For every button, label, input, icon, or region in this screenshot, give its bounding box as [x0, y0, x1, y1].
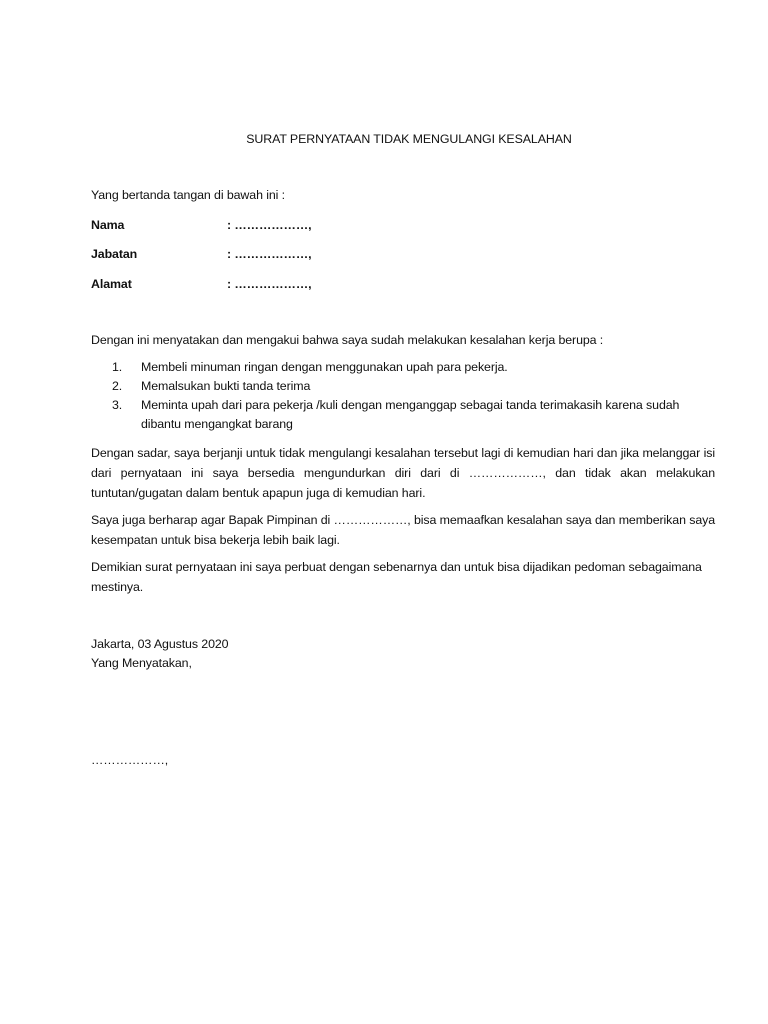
signature-placeholder: ………………, — [91, 753, 169, 767]
place-date: Jakarta, 03 Agustus 2020 — [91, 637, 229, 651]
list-item-text: Memalsukan bukti tanda terima — [141, 379, 311, 393]
field-row-alamat — [91, 275, 715, 294]
list-item — [91, 396, 715, 434]
list-item-number: 1. — [112, 360, 123, 374]
field-value-alamat: : ………………, — [227, 277, 312, 291]
letter-title: SURAT PERNYATAAN TIDAK MENGULANGI KESALAHAN — [246, 132, 572, 146]
statement-line: Dengan ini menyatakan dan mengakui bahwa saya sudah melakukan kesalahan kerja berupa : — [91, 333, 604, 347]
list-item — [91, 358, 715, 377]
closing-paragraph: Demikian surat pernyataan ini saya perbuat dengan sebenarnya dan untuk bisa dijadikan pedoman sebagaimana mestinya. — [91, 560, 702, 594]
hope-paragraph: Saya juga berharap agar Bapak Pimpinan di ………………, bisa memaafkan kesalahan saya dan memberikan saya kesempatan untuk bisa bekerja lebih baik lagi. — [91, 513, 715, 547]
intro-line: Yang bertanda tangan di bawah ini : — [91, 188, 285, 202]
field-label-jabatan: Jabatan — [91, 247, 138, 261]
signer-label: Yang Menyatakan, — [91, 656, 192, 670]
violations-list — [91, 358, 715, 434]
field-row-jabatan — [91, 245, 715, 264]
list-item-number: 2. — [112, 379, 123, 393]
field-value-nama: : ………………, — [227, 218, 312, 232]
list-item — [91, 377, 715, 396]
field-row-nama — [91, 216, 715, 235]
field-label-alamat: Alamat — [91, 277, 132, 291]
field-label-nama: Nama — [91, 218, 125, 232]
list-item-number: 3. — [112, 398, 123, 412]
promise-paragraph: Dengan sadar, saya berjanji untuk tidak mengulangi kesalahan tersebut lagi di kemudian hari dan jika melanggar isi dari pernyataan ini saya bersedia mengundurkan diri dari di ………………, dan tidak akan melakukan tuntutan/gugatan dalam bentuk apapun juga di kemudian hari. — [91, 446, 715, 500]
letter-body — [91, 130, 715, 770]
field-value-jabatan: : ………………, — [227, 247, 312, 261]
list-item-text: Meminta upah dari para pekerja /kuli dengan menganggap sebagai tanda terimakasih karena sudah dibantu mengangkat barang — [141, 398, 680, 431]
list-item-text: Membeli minuman ringan dengan menggunakan upah para pekerja. — [141, 360, 508, 374]
